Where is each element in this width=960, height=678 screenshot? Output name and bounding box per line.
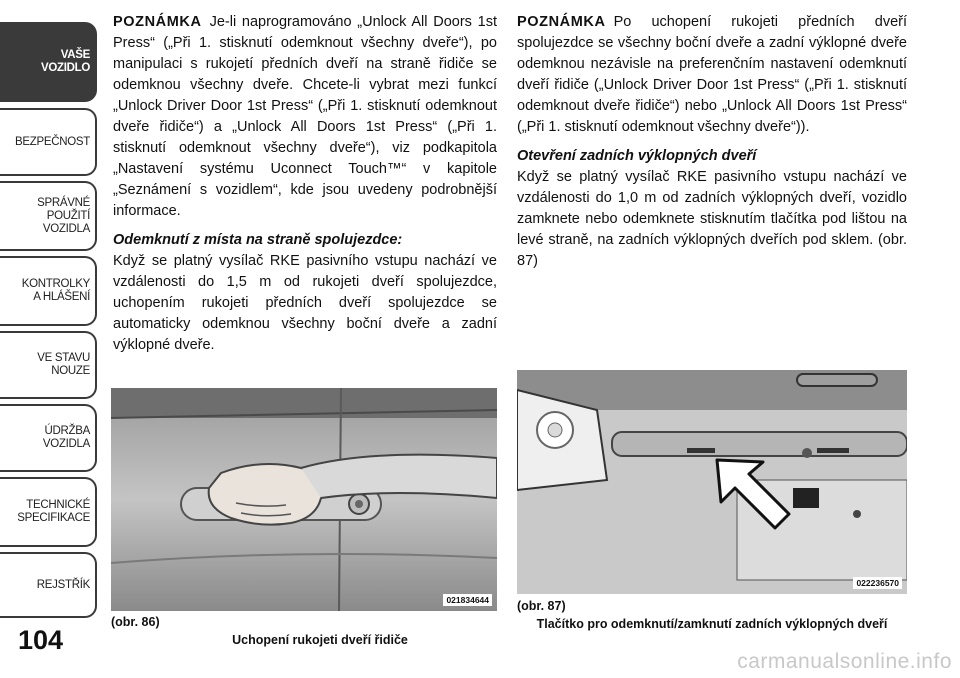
door-handle-illustration <box>111 388 497 611</box>
figure-caption: Uchopení rukojeti dveří řidiče <box>232 633 408 647</box>
tab-label: REJSTŘÍK <box>36 578 90 591</box>
figure-liftgate-button <box>517 370 907 594</box>
tab-ve-stavu-nouze[interactable] <box>0 331 97 399</box>
subheading: Otevření zadních výklopných dveří <box>517 148 757 164</box>
tab-label: VE STAVU NOUZE <box>37 352 90 377</box>
figure-door-handle <box>111 388 497 611</box>
note-label: POZNÁMKA <box>113 14 202 30</box>
tab-label: SPRÁVNÉ POUŽITÍ VOZIDLA <box>37 196 90 235</box>
figure-reference: (obr. 87) <box>517 599 566 613</box>
subheading: Odemknutí z místa na straně spolujezdce: <box>113 232 403 248</box>
body-paragraph: Když se platný vysílač RKE pasivního vstupu nachází ve vzdálenosti do 1,0 m od zadních výklopných dveří, vozidlo zamknete nebo odemknete stisknutím tlačítka pod lištou na levé straně, na zadních výklopných dveřích pod sklem. (obr. 87) <box>517 169 907 269</box>
tab-label: BEZPEČNOST <box>15 135 90 148</box>
note-text: Je-li naprogramováno „Unlock All Doors 1st Press“ („Při 1. stisknutí odemknout všechny dveře“), po manipulaci s rukojetí předních dveří na straně řidiče se odemknou všechny dveře. Chcete-li vybrat mezi funkcí „Unlock Driver Door 1st Press“ („Při 1. stisknutí odemknout dveře řidiče“) a „Unlock All Doors 1st Press“ („Při 1. stisknutí odemknout všechny dveře“), viz podkapitola „Nastavení systému Uconnect Touch™“ v kapitole „Seznámení s vozidlem“, kde jsou uvedeny podrobnější informace. <box>113 14 497 219</box>
figure-reference: (obr. 86) <box>111 615 160 629</box>
note-label: POZNÁMKA <box>517 14 606 30</box>
note-text: Po uchopení rukojeti předních dveří spolujezdce se všechny boční dveře a zadní výklopné dveře odemknou nezávisle na preferenčním nastavení odemknutí dveří řidiče („Unlock Driver Door 1st Press“ („Při 1. stisknutí odemknout dveře řidiče“) nebo „Unlock All Doors 1st Press“ („Při 1. stisknutí odemknout všechny dveře“)). <box>517 14 907 135</box>
figure-code: 022236570 <box>853 577 902 589</box>
tab-label: ÚDRŽBA VOZIDLA <box>42 425 90 450</box>
liftgate-illustration <box>517 370 907 594</box>
note-paragraph <box>113 12 497 222</box>
chapter-sidebar <box>0 0 100 620</box>
tab-rejstrik[interactable] <box>0 552 97 618</box>
right-column <box>517 12 907 272</box>
body-paragraph: Když se platný vysílač RKE pasivního vstupu nachází ve vzdálenosti do 1,5 m od rukojeti dveří spolujezdce, uchopením rukojeti předních dveří spolujezdce se automaticky odemknou všechny boční dveře a zadní výklopné dveře. <box>113 253 497 353</box>
figure-code: 021834644 <box>443 594 492 606</box>
tab-label: KONTROLKY A HLÁŠENÍ <box>21 278 90 303</box>
tab-spravne-pouziti[interactable] <box>0 181 97 251</box>
tab-label: TECHNICKÉ SPECIFIKACE <box>17 499 90 524</box>
tab-udrzba[interactable] <box>0 404 97 472</box>
tab-label: VAŠE VOZIDLO <box>40 49 90 74</box>
page-number: 104 <box>18 625 64 655</box>
watermark: carmanualsonline.info <box>737 650 952 673</box>
note-paragraph <box>517 12 907 138</box>
figure-caption: Tlačítko pro odemknutí/zamknutí zadních výklopných dveří <box>536 617 888 631</box>
tab-technicke-specifikace[interactable] <box>0 477 97 547</box>
tab-vase-vozidlo[interactable] <box>0 22 97 102</box>
tab-kontrolky[interactable] <box>0 256 97 326</box>
left-column <box>113 12 497 356</box>
tab-bezpecnost[interactable] <box>0 108 97 176</box>
